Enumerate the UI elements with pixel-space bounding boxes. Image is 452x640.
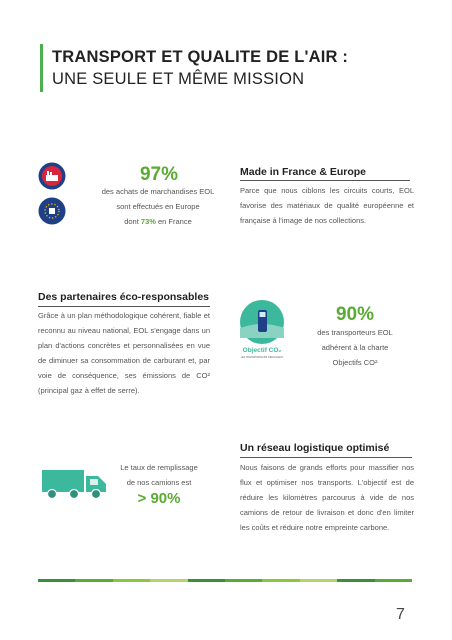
page-subtitle: UNE SEULE ET MÊME MISSION — [52, 70, 305, 88]
footer-segment — [225, 579, 262, 582]
objectif-co2-logo — [232, 298, 292, 362]
footer-segment — [300, 579, 337, 582]
objectif-logo-text: Objectif CO₂ — [242, 347, 282, 354]
page-title: TRANSPORT ET QUALITE DE L'AIR : — [52, 48, 349, 66]
partners-divider — [38, 306, 210, 307]
footer-segment — [375, 579, 412, 582]
network-heading: Un réseau logistique optimisé — [240, 442, 390, 454]
objectif-logo-subtext: LES TRANSPORTEURS S'ENGAGENT — [240, 356, 284, 359]
fill-rate-description — [104, 460, 214, 490]
fill-rate-line-2: de nos camions est — [126, 478, 192, 487]
truck-icon — [40, 468, 108, 500]
footer-segment — [337, 579, 374, 582]
purchases-line-3 — [88, 214, 228, 229]
france-factory-icon — [38, 162, 66, 190]
network-divider — [240, 457, 412, 458]
transport-description — [290, 325, 420, 370]
transport-line-3: Objectifs CO² — [332, 358, 378, 367]
footer-segment — [75, 579, 112, 582]
footer-segment — [188, 579, 225, 582]
footer-segment — [150, 579, 187, 582]
fill-rate-value: > 90% — [137, 490, 181, 507]
footer-segment — [113, 579, 150, 582]
transport-line-1: des transporteurs EOL — [317, 328, 393, 337]
network-text: Nous faisons de grands efforts pour massifier nos flux et optimiser nos transports. L'objectif est de réduire les kilomètres parcourus à vide de nos camions de retour de livraison et donc d'en limiter les coûts et réduire notre empreinte carbone. — [240, 463, 414, 532]
fill-rate-line-1: Le taux de remplissage — [120, 463, 198, 472]
partners-heading: Des partenaires éco-responsables — [38, 291, 209, 303]
partners-text: Grâce à un plan méthodologique cohérent, fiable et reconnu au niveau national, EOL s'engage dans un plan d'actions concrètes et personnalisées en vue de diminuer sa consommation de carburant et, par voie de conséquence, ses émissions de CO² (principal gaz à effet de serre). — [38, 311, 210, 395]
purchases-description — [88, 184, 228, 229]
footer-segment — [262, 579, 299, 582]
purchases-line-3-prefix: dont — [124, 217, 141, 226]
europe-flag-icon — [38, 197, 66, 225]
made-in-text: Parce que nous ciblons les circuits courts, EOL favorise des matériaux de qualité européenne et française à l'image de nos collections. — [240, 186, 414, 225]
footer-segment — [38, 579, 75, 582]
purchases-percent: 97% — [139, 164, 179, 185]
page-number: 7 — [396, 606, 405, 623]
france-percent: 73% — [140, 217, 156, 226]
purchases-line-1: des achats de marchandises EOL — [101, 187, 215, 196]
transport-line-2: adhérent à la charte — [321, 343, 389, 352]
footer-color-bar — [38, 579, 412, 582]
title-accent-bar — [40, 44, 43, 92]
made-in-heading: Made in France & Europe — [240, 166, 367, 178]
purchases-line-2: sont effectués en Europe — [116, 202, 200, 211]
transport-percent: 90% — [335, 304, 375, 325]
made-in-divider — [240, 180, 410, 181]
purchases-line-3-suffix: en France — [155, 217, 192, 226]
